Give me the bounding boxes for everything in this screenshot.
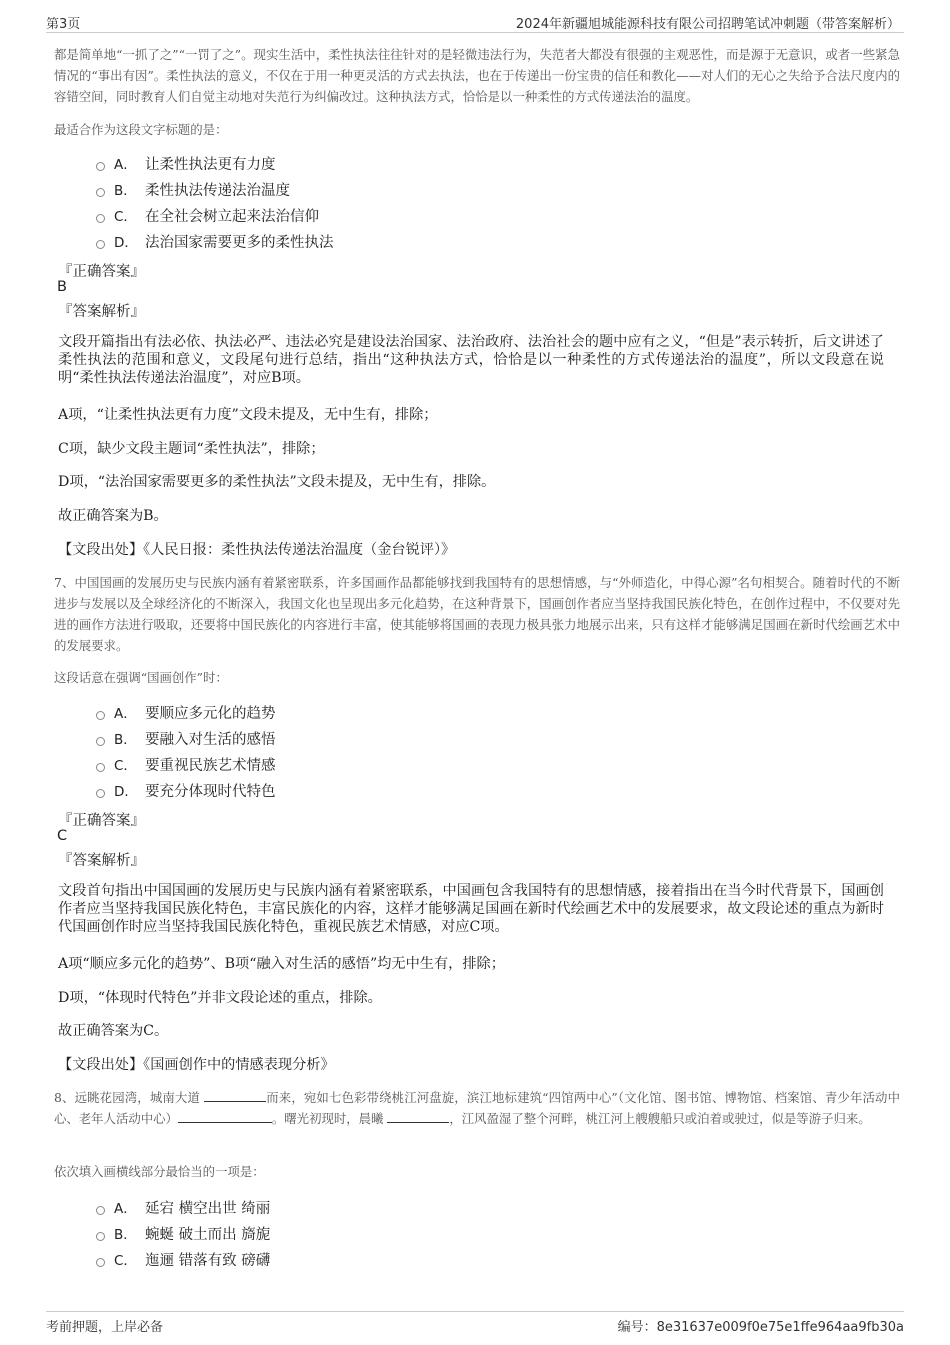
code-value: 8e31637e009f0e75e1ffe964aa9fb30a bbox=[656, 1320, 904, 1335]
radio-icon[interactable] bbox=[96, 1258, 105, 1267]
q6-note: 故正确答案为B。 bbox=[58, 508, 168, 524]
q7-answer-label: 『正确答案』 bbox=[58, 813, 145, 829]
q6-passage: 都是简单地“一抓了之”“一罚了之”。现实生活中，柔性执法往往针对的是轻微违法行为，失范者大都没有很强的主观恶性，而是源于无意识，或者一些紧急情况的“事出有因”。柔性执法的意义，不仅在于用一种更灵活的方式去执法，也在于传递出一份宝贵的信任和教化——对人们的无心之失给予合法尺度内的容错空间，同时教育人们自觉主动地对失范行为纠偏改过。这种执法方式，恰恰是以一种柔性的方式传递法治的温度。 bbox=[54, 47, 900, 104]
footer-slogan: 考前押题，上岸必备 bbox=[46, 1320, 164, 1335]
option-key: B． bbox=[114, 1227, 137, 1243]
page-header bbox=[46, 10, 904, 33]
option-key: B． bbox=[114, 732, 137, 748]
radio-icon[interactable] bbox=[96, 240, 105, 249]
option-key: C． bbox=[114, 1253, 137, 1269]
q7-option-a[interactable] bbox=[96, 701, 276, 723]
option-key: C． bbox=[114, 209, 137, 225]
q7-option-b[interactable] bbox=[96, 727, 276, 749]
q8-passage-part: 而来，宛如七色彩带绕桃江河盘旋，滨江地标建筑“四馆两中心”（文化馆、图书馆、博物馆、档案馆、青少年活动中心、老年人活动中心） bbox=[54, 1090, 900, 1126]
option-text: 要充分体现时代特色 bbox=[145, 783, 276, 800]
q7-note: A项“顺应多元化的趋势”、B项“融入对生活的感悟”均无中生有，排除； bbox=[58, 956, 505, 972]
radio-icon[interactable] bbox=[96, 162, 105, 171]
q7-note: 故正确答案为C。 bbox=[58, 1023, 169, 1039]
q6-option-d[interactable] bbox=[96, 230, 334, 252]
option-text: 在全社会树立起来法治信仰 bbox=[145, 208, 319, 225]
q8-prompt: 依次填入画横线部分最恰当的一项是： bbox=[54, 1164, 265, 1179]
radio-icon[interactable] bbox=[96, 1206, 105, 1215]
q6-option-a[interactable] bbox=[96, 152, 276, 174]
q8-passage-part: 。曙光初现时，晨曦 bbox=[271, 1111, 388, 1126]
option-text: 法治国家需要更多的柔性执法 bbox=[145, 234, 334, 251]
option-key: A． bbox=[114, 706, 137, 722]
q6-prompt: 最适合作为这段文字标题的是： bbox=[54, 122, 228, 137]
option-text: 蜿蜒 破土而出 旖旎 bbox=[145, 1226, 271, 1243]
q6-note: D项，“法治国家需要更多的柔性执法”文段未提及，无中生有，排除。 bbox=[58, 474, 496, 490]
option-key: C． bbox=[114, 758, 137, 774]
radio-icon[interactable] bbox=[96, 711, 105, 720]
q8-passage-part: 8、远眺花园湾，城南大道 bbox=[54, 1090, 205, 1105]
q7-passage: 7、中国国画的发展历史与民族内涵有着紧密联系，许多国画作品都能够找到我国特有的思想情感，与“外师造化，中得心源”名句相契合。随着时代的不断进步与发展以及全球经济化的不断深入，我国文化也呈现出多元化趋势，在这种背景下，国画创作者应当坚持我国民族化特色，在创作过程中，不仅要对先进的画作方法进行吸取，还要将中国民族化的内容进行丰富，使其能够将国画的表现力极具张力地展示出来，只有这样才能够满足国画在新时代绘画艺术中的发展要求。 bbox=[54, 575, 900, 653]
q6-note: C项，缺少文段主题词“柔性执法”，排除； bbox=[58, 441, 325, 457]
radio-icon[interactable] bbox=[96, 789, 105, 798]
q8-option-c[interactable] bbox=[96, 1248, 270, 1270]
radio-icon[interactable] bbox=[96, 188, 105, 197]
option-text: 要重视民族艺术情感 bbox=[145, 757, 276, 774]
q7-option-d[interactable] bbox=[96, 779, 276, 801]
q7-analysis: 文段首句指出中国国画的发展历史与民族内涵有着紧密联系，中国画包含我国特有的思想情感，接着指出在当今时代背景下，国画创作者应当坚持我国民族化特色，丰富民族化的内容，这样才能够满足国画在新时代绘画艺术中的发展要求，故文段论述的重点为新时代国画创作时应当坚持我国民族化特色，重视民族艺术情感，对应C项。 bbox=[58, 883, 884, 935]
q6-note: A项，“让柔性执法更有力度”文段未提及，无中生有，排除； bbox=[58, 407, 438, 423]
option-key: A． bbox=[114, 1201, 137, 1217]
q7-answer: C bbox=[57, 828, 68, 844]
radio-icon[interactable] bbox=[96, 1232, 105, 1241]
q7-analysis-label: 『答案解析』 bbox=[58, 853, 145, 869]
document-title: 2024年新疆旭城能源科技有限公司招聘笔试冲刺题（带答案解析） bbox=[515, 17, 900, 32]
fill-blank[interactable] bbox=[387, 1110, 449, 1123]
option-key: A． bbox=[114, 157, 137, 173]
q6-analysis-label: 『答案解析』 bbox=[58, 304, 145, 320]
q8-passage bbox=[54, 1087, 900, 1129]
q7-option-c[interactable] bbox=[96, 753, 276, 775]
option-text: 柔性执法传递法治温度 bbox=[145, 182, 290, 199]
document-code bbox=[618, 1316, 904, 1335]
q7-source: 【文段出处】《国画创作中的情感表现分析》 bbox=[58, 1057, 335, 1073]
q8-option-b[interactable] bbox=[96, 1222, 270, 1244]
q6-answer-label: 『正确答案』 bbox=[58, 264, 145, 280]
page-number: 第3页 bbox=[46, 17, 81, 32]
option-text: 延宕 横空出世 绮丽 bbox=[145, 1200, 271, 1217]
code-label: 编号： bbox=[617, 1320, 657, 1335]
q6-analysis: 文段开篇指出有法必依、执法必严、违法必究是建设法治国家、法治政府、法治社会的题中应有之义，“但是”表示转折，后文讲述了柔性执法的范围和意义，文段尾句进行总结，指出“这种执法方式，恰恰是以一种柔性的方式传递法治的温度”，所以文段意在说明“柔性执法传递法治温度”，对应B项。 bbox=[58, 334, 884, 386]
page-footer bbox=[46, 1311, 904, 1334]
q6-source: 【文段出处】《人民日报：柔性执法传递法治温度（金台锐评）》 bbox=[58, 542, 456, 558]
radio-icon[interactable] bbox=[96, 214, 105, 223]
fill-blank[interactable] bbox=[204, 1089, 266, 1102]
option-key: B． bbox=[114, 183, 137, 199]
q7-prompt: 这段话意在强调“国画创作”时： bbox=[54, 670, 228, 685]
radio-icon[interactable] bbox=[96, 737, 105, 746]
q8-passage-part: ，江风盈湿了整个河畔，桃江河上艘艘船只或泊着或驶过，似是等游子归来。 bbox=[449, 1111, 871, 1126]
option-text: 要顺应多元化的趋势 bbox=[145, 705, 276, 722]
q6-answer: B bbox=[57, 279, 67, 295]
q6-option-c[interactable] bbox=[96, 204, 319, 226]
q7-note: D项，“体现时代特色”并非文段论述的重点，排除。 bbox=[58, 990, 382, 1006]
fill-blank[interactable] bbox=[178, 1110, 272, 1123]
option-text: 要融入对生活的感悟 bbox=[145, 731, 276, 748]
radio-icon[interactable] bbox=[96, 763, 105, 772]
option-key: D． bbox=[114, 235, 138, 251]
option-text: 迤逦 错落有致 磅礴 bbox=[145, 1252, 271, 1269]
q8-option-a[interactable] bbox=[96, 1196, 270, 1218]
option-text: 让柔性执法更有力度 bbox=[145, 156, 276, 173]
option-key: D． bbox=[114, 784, 138, 800]
q6-option-b[interactable] bbox=[96, 178, 290, 200]
